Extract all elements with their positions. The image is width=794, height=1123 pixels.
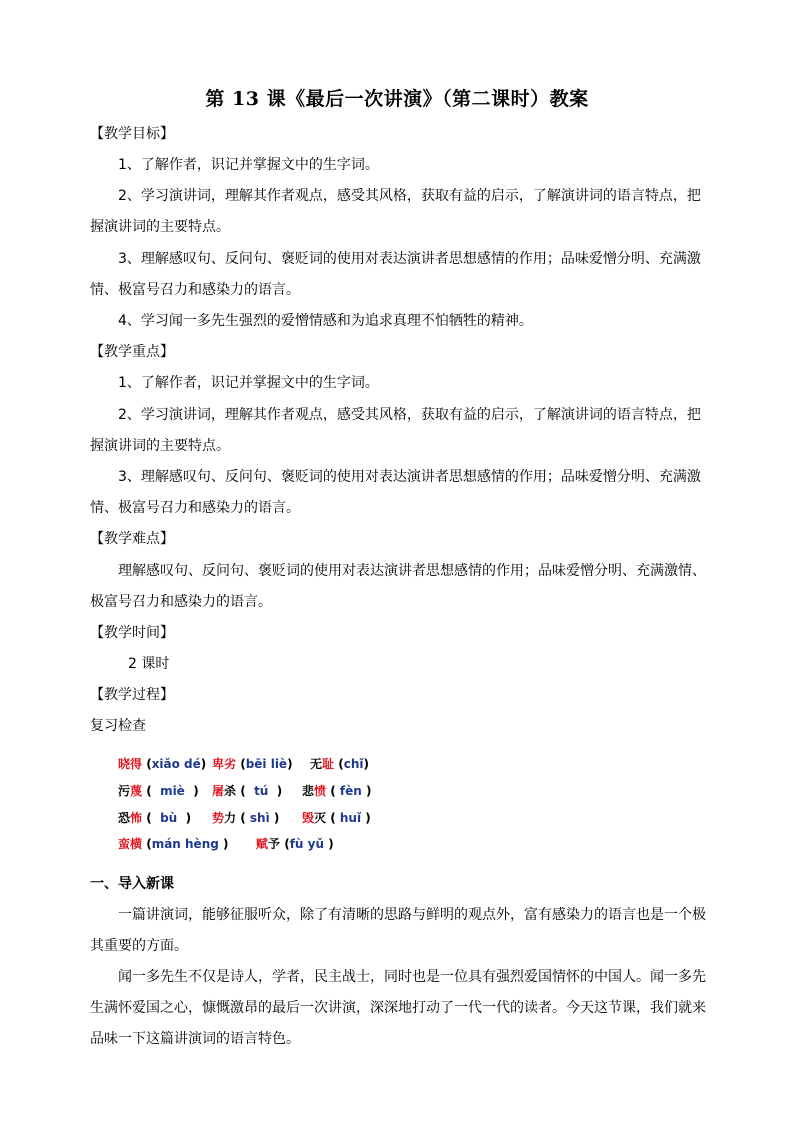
vocab-item: 无耻 (chǐ) xyxy=(310,757,369,771)
vocab-item: 势力 ( shì ) xyxy=(212,811,280,825)
time-value: 2 课时 xyxy=(128,656,170,672)
goal-line: 握演讲词的主要特点。 xyxy=(90,219,230,235)
intro-line: 其重要的方面。 xyxy=(90,938,188,954)
key-heading: 【教学重点】 xyxy=(90,344,174,360)
difficulty-line: 理解感叹句、反问句、褒贬词的使用对表达演讲者思想感情的作用；品味爱憎分明、充满激情、 xyxy=(118,563,706,579)
process-heading: 【教学过程】 xyxy=(90,687,174,703)
difficulty-heading: 【教学难点】 xyxy=(90,531,174,547)
vocab-item: 晓得 (xiǎo dé) xyxy=(118,757,207,771)
review-heading: 复习检查 xyxy=(90,718,146,734)
goal-line: 2、学习演讲词，理解其作者观点，感受其风格，获取有益的启示，了解演讲词的语言特点，把 xyxy=(118,188,701,204)
vocab-item: 屠杀 ( tú ) xyxy=(212,784,283,798)
time-heading: 【教学时间】 xyxy=(90,625,174,641)
intro-line: 一篇讲演词，能够征服听众，除了有清晰的思路与鲜明的观点外，富有感染力的语言也是一个极 xyxy=(118,907,706,923)
intro-heading: 一、导入新课 xyxy=(90,876,174,892)
vocab-item: 污蔑 ( miè ) xyxy=(118,784,199,798)
vocab-item: 卑劣 (bēi liè) xyxy=(212,757,293,771)
goal-line: 4、学习闻一多先生强烈的爱憎情感和为追求真理不怕牺牲的精神。 xyxy=(118,313,533,329)
vocab-item: 悲愤 ( fèn ) xyxy=(302,784,372,798)
intro-line: 品味一下这篇讲演词的语言特色。 xyxy=(90,1031,300,1047)
page-title: 第 13 课《最后一次讲演》（第二课时）教案 xyxy=(205,88,589,110)
key-line: 2、学习演讲词，理解其作者观点，感受其风格，获取有益的启示，了解演讲词的语言特点，把 xyxy=(118,407,701,423)
vocab-item: 蛮横 (mán hèng ) xyxy=(118,837,229,851)
key-line: 握演讲词的主要特点。 xyxy=(90,438,230,454)
intro-line: 生满怀爱国之心，慷慨激昂的最后一次讲演，深深地打动了一代一代的读者。今天这节课，我们就来 xyxy=(90,1000,706,1016)
key-line: 1、了解作者，识记并掌握文中的生字词。 xyxy=(118,375,379,391)
goal-line: 1、了解作者，识记并掌握文中的生字词。 xyxy=(118,157,379,173)
key-line: 情、极富号召力和感染力的语言。 xyxy=(90,500,300,516)
vocab-item: 赋予 (fù yǔ ) xyxy=(256,837,334,851)
goal-line: 情、极富号召力和感染力的语言。 xyxy=(90,282,300,298)
intro-line: 闻一多先生不仅是诗人，学者，民主战士，同时也是一位具有强烈爱国情怀的中国人。闻一多先 xyxy=(118,969,706,985)
goals-heading: 【教学目标】 xyxy=(90,126,174,142)
key-line: 3、理解感叹句、反问句、褒贬词的使用对表达演讲者思想感情的作用；品味爱憎分明、充满激 xyxy=(118,469,701,485)
goal-line: 3、理解感叹句、反问句、褒贬词的使用对表达演讲者思想感情的作用；品味爱憎分明、充满激 xyxy=(118,251,701,267)
difficulty-line: 极富号召力和感染力的语言。 xyxy=(90,594,272,610)
vocab-item: 恐怖 ( bù ) xyxy=(118,811,192,825)
vocab-item: 毁灭 ( huǐ ) xyxy=(302,811,371,825)
